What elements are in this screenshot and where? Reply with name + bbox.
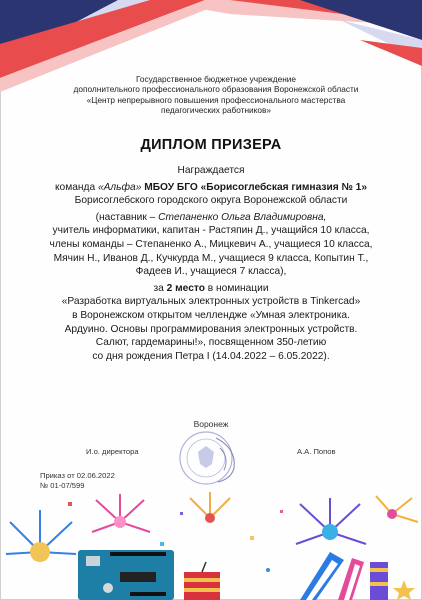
firework-right: [296, 498, 366, 544]
red-firecracker: [184, 562, 220, 600]
diploma-title: ДИПЛОМ ПРИЗЕРА: [140, 137, 282, 153]
firework-pink: [92, 494, 150, 532]
striped-firecrackers: [300, 552, 388, 600]
order-date: Приказ от 02.06.2022: [40, 471, 115, 480]
team-name: «Альфа»: [97, 181, 142, 193]
signatory-position: И.о. директора: [86, 447, 139, 456]
members-line-3: члены команды – Степаненко А., Мицкевич А., учащиеся 10 класса,: [49, 238, 373, 250]
members-line-4: Мячин Н., Иванов Д., Кучкурда М., учащиеся 9 класса, Копытин Т.,: [53, 252, 369, 264]
order-reference: [40, 471, 115, 491]
issuer-header: [36, 74, 396, 116]
arduino-board-icon: [78, 550, 174, 600]
official-seal-stamp: [168, 428, 244, 488]
awarded-label: Награждается: [177, 165, 245, 176]
team-prefix: команда: [54, 181, 98, 193]
order-number: № 01-07/599: [40, 481, 85, 490]
district-line: Борисоглебского городского округа Воронежской области: [74, 195, 348, 207]
school-name: МБОУ БГО «Борисоглебская гимназия № 1»: [141, 181, 367, 193]
members-line-2: учитель информатики, капитан - Растяпин Д., учащийся 10 класса,: [52, 225, 370, 237]
mentor-prefix: (наставник –: [95, 211, 159, 223]
nomination-line-3: Ардуино. Основы программирования электронных устройств.: [64, 323, 358, 335]
nomination-line-4: Салют, гардемарины!», посвященном 350-летию: [95, 337, 327, 349]
place-line: [10, 282, 412, 296]
nomination-line-1: «Разработка виртуальных электронных устройств в Tinkercad»: [61, 296, 361, 308]
signatory-name: А.А. Попов: [297, 447, 336, 456]
firework-left: [6, 510, 76, 562]
firework-center: [190, 492, 230, 523]
diploma-body: [10, 164, 412, 363]
place-prefix: за: [153, 282, 167, 294]
place-suffix: в номинации: [204, 282, 269, 294]
city-label: Воронеж: [193, 419, 229, 429]
place-value: 2 место: [166, 282, 205, 294]
star-spark: [393, 580, 415, 600]
mentor-line: [10, 211, 412, 225]
team-line: [10, 181, 412, 195]
nomination-line-2: в Воронежском открытом челлендже «Умная электроника.: [72, 309, 350, 321]
issuer-line-4: педагогических работников»: [160, 105, 272, 116]
nomination-line-5: со дня рождения Петра I (14.04.2022 – 6.05.2022).: [92, 350, 330, 362]
members-line-5: Фадеев И., учащиеся 7 класса),: [135, 266, 287, 278]
mentor-name: Степаненко Ольга Владимировна,: [158, 211, 327, 223]
fireworks-footer-decoration: [0, 492, 422, 600]
issuer-line-1: Государственное бюджетное учреждение: [135, 74, 297, 84]
issuer-line-3: «Центр непрерывного повышения профессионального мастерства: [86, 94, 346, 105]
firework-far-right: [376, 496, 418, 522]
issuer-line-2: дополнительного профессионального образования Воронежской области: [73, 84, 359, 95]
